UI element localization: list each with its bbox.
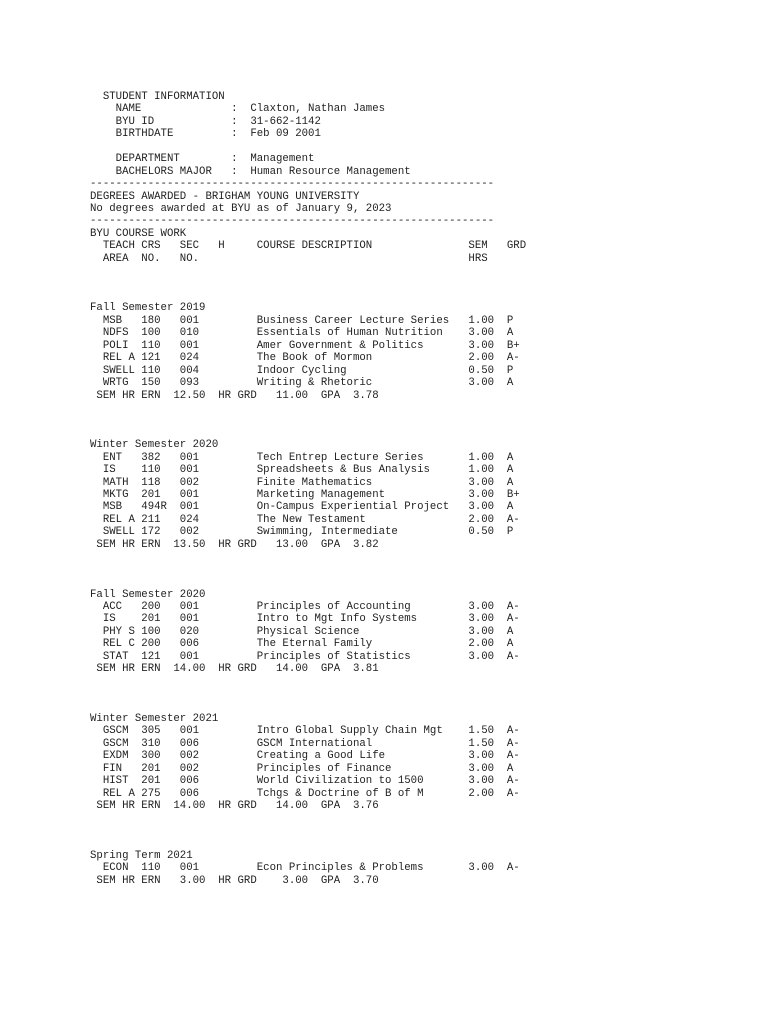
blank-line — [90, 564, 526, 576]
course-row: ECON 110 001 Econ Principles & Problems 3.00 A- — [90, 862, 520, 875]
course-row: SWELL 110 004 Indoor Cycling 0.50 P — [90, 364, 514, 377]
term-summary-row: SEM HR ERN 12.50 HR GRD 11.00 GPA 3.78 — [90, 389, 379, 402]
course-row: PHY S 100 020 Physical Science 3.00 A — [90, 625, 514, 638]
term-heading: Winter Semester 2021 — [90, 712, 219, 725]
course-row: ACC 200 001 Principles of Accounting 3.00 A- — [90, 600, 520, 613]
transcript-line: TEACH CRS SEC H COURSE DESCRIPTION SEM GRD — [90, 240, 527, 253]
course-row: MSB 494R 001 On-Campus Experiential Project 3.00 A — [90, 501, 514, 514]
blank-line — [90, 414, 526, 426]
term-heading: Fall Semester 2020 — [90, 588, 206, 601]
course-row: GSCM 305 001 Intro Global Supply Chain Mgt 1.50 A- — [90, 725, 520, 738]
blank-line — [90, 576, 526, 588]
course-row: MSB 180 001 Business Career Lecture Series 1.00 P — [90, 314, 514, 327]
divider-line: --------------------------------------------------------------- — [90, 215, 495, 228]
blank-line — [90, 700, 526, 712]
student-info-field: NAME : Claxton, Nathan James — [90, 103, 386, 116]
course-row: HIST 201 006 World Civilization to 1500 3.00 A- — [90, 775, 520, 788]
course-row: FIN 201 002 Principles of Finance 3.00 A — [90, 762, 514, 775]
divider-line: --------------------------------------------------------------- — [90, 178, 495, 191]
term-summary-row: SEM HR ERN 3.00 HR GRD 3.00 GPA 3.70 — [90, 874, 379, 887]
student-info-field: BACHELORS MAJOR : Human Resource Management — [90, 165, 411, 178]
blank-line — [90, 141, 526, 153]
term-heading: Winter Semester 2020 — [90, 439, 219, 452]
term-summary-row: SEM HR ERN 14.00 HR GRD 14.00 GPA 3.76 — [90, 799, 379, 812]
blank-line — [90, 290, 526, 302]
blank-line — [90, 676, 526, 688]
course-row: EXDM 300 002 Creating a Good Life 3.00 A- — [90, 750, 520, 763]
blank-line — [90, 551, 526, 563]
course-row: MATH 118 002 Finite Mathematics 3.00 A — [90, 476, 514, 489]
blank-line — [90, 688, 526, 700]
term-heading: Spring Term 2021 — [90, 849, 193, 862]
student-info-field: BIRTHDATE : Feb 09 2001 — [90, 128, 321, 141]
course-row: REL A 211 024 The New Testament 2.00 A- — [90, 513, 520, 526]
course-row: WRTG 150 093 Writing & Rhetoric 3.00 A — [90, 377, 514, 390]
course-row: IS 110 001 Spreadsheets & Bus Analysis 1.00 A — [90, 464, 514, 477]
course-row: ENT 382 001 Tech Entrep Lecture Series 1.00 A — [90, 451, 514, 464]
blank-line — [90, 812, 526, 824]
blank-line — [90, 825, 526, 837]
term-summary-row: SEM HR ERN 13.50 HR GRD 13.00 GPA 3.82 — [90, 538, 379, 551]
blank-line — [90, 427, 526, 439]
blank-line — [90, 265, 526, 277]
transcript-line: DEGREES AWARDED - BRIGHAM YOUNG UNIVERSITY — [90, 190, 360, 203]
blank-line — [90, 402, 526, 414]
student-info-field: BYU ID : 31-662-1142 — [90, 115, 321, 128]
student-info-field: DEPARTMENT : Management — [90, 153, 315, 166]
course-row: REL A 121 024 The Book of Mormon 2.00 A- — [90, 352, 520, 365]
course-row: IS 201 001 Intro to Mgt Info Systems 3.00 A- — [90, 613, 520, 626]
course-row: REL A 275 006 Tchgs & Doctrine of B of M 2.00 A- — [90, 787, 520, 800]
course-row: NDFS 100 010 Essentials of Human Nutrition 3.00 A — [90, 327, 514, 340]
course-row: SWELL 172 002 Swimming, Intermediate 0.50 P — [90, 526, 514, 539]
transcript-line: No degrees awarded at BYU as of January 9, 2023 — [90, 202, 392, 215]
transcript-document — [90, 91, 526, 887]
blank-line — [90, 278, 526, 290]
course-row: POLI 110 001 Amer Government & Politics 3.00 B+ — [90, 339, 520, 352]
course-row: STAT 121 001 Principles of Statistics 3.00 A- — [90, 650, 520, 663]
term-heading: Fall Semester 2019 — [90, 302, 206, 315]
transcript-line: STUDENT INFORMATION — [90, 91, 225, 103]
transcript-line: AREA NO. NO. HRS — [90, 252, 488, 265]
transcript-line: BYU COURSE WORK — [90, 227, 187, 240]
course-row: MKTG 201 001 Marketing Management 3.00 B+ — [90, 489, 520, 501]
course-row: GSCM 310 006 GSCM International 1.50 A- — [90, 737, 520, 750]
blank-line — [90, 837, 526, 849]
course-row: REL C 200 006 The Eternal Family 2.00 A — [90, 638, 514, 651]
term-summary-row: SEM HR ERN 14.00 HR GRD 14.00 GPA 3.81 — [90, 663, 379, 676]
